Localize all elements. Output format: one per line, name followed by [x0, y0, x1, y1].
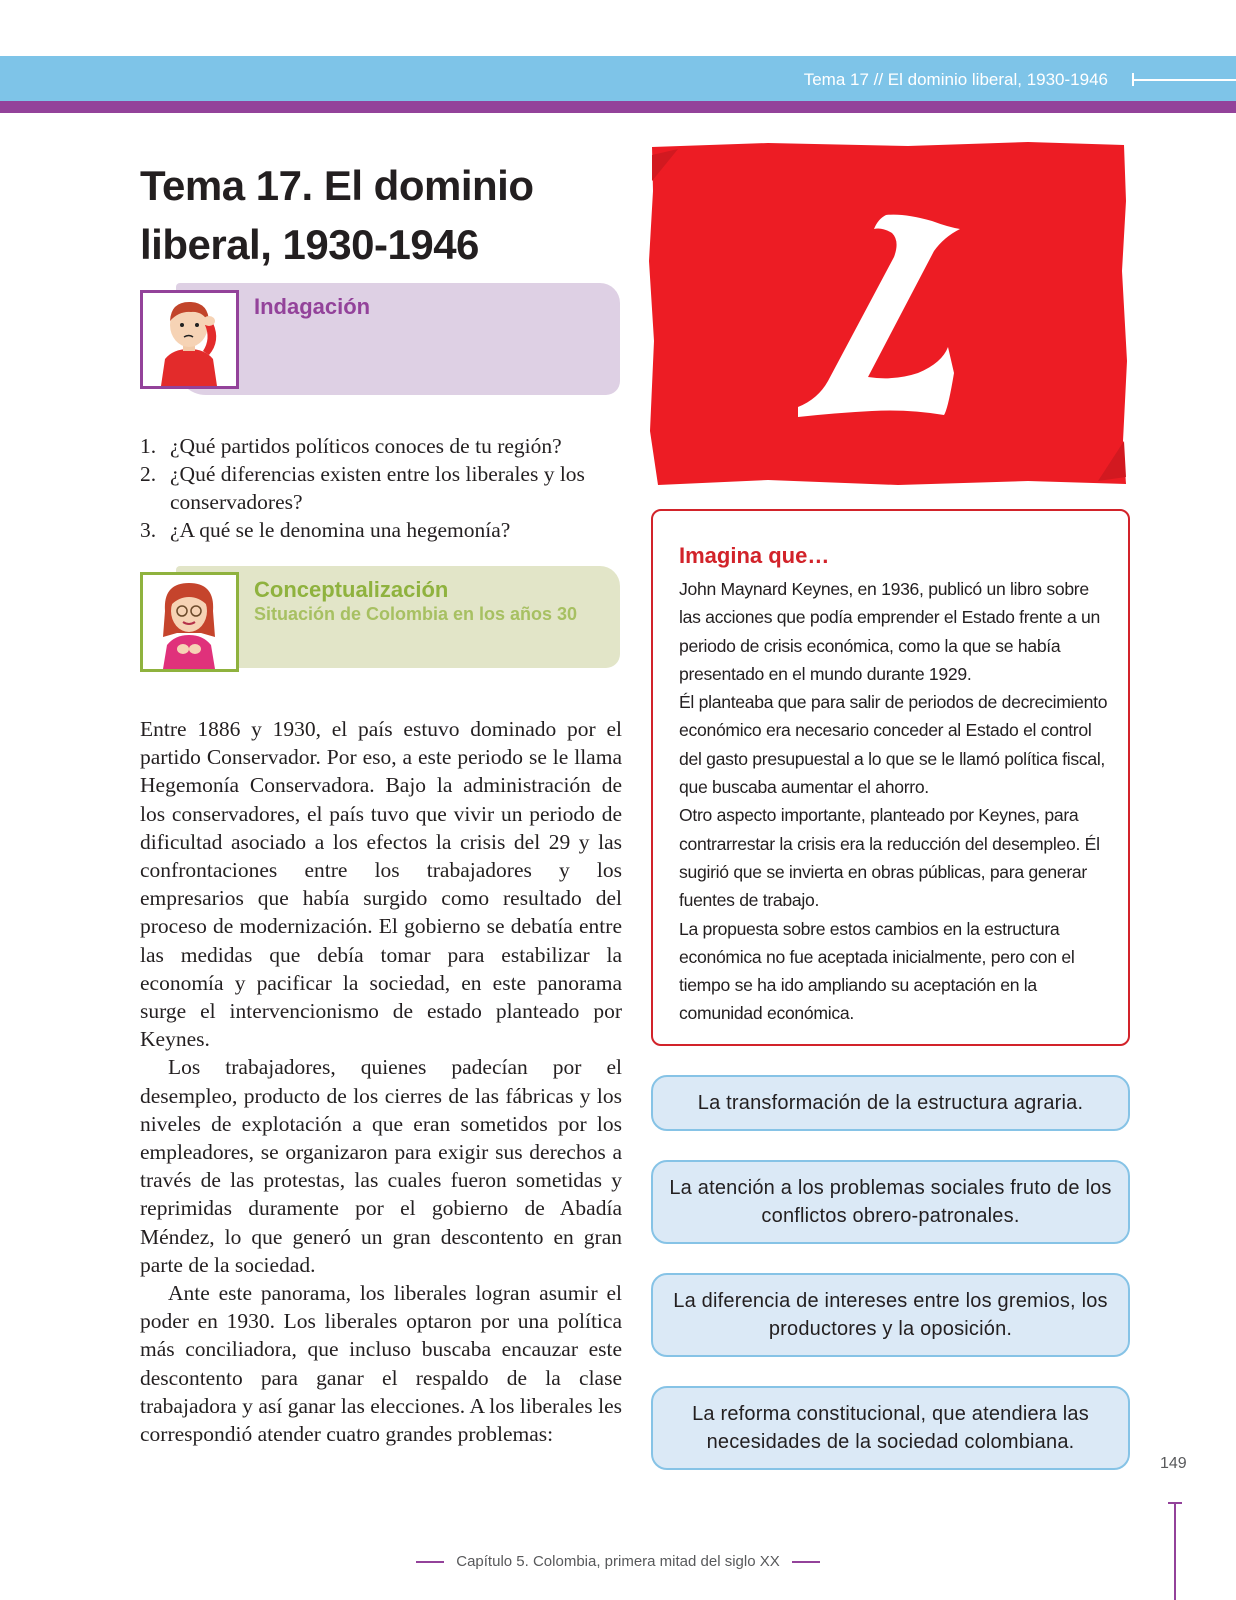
question-text: ¿A qué se le denomina una hegemonía? [170, 518, 511, 542]
conceptualizacion-label: Conceptualización [254, 577, 449, 602]
list-item [140, 432, 630, 460]
list-item [140, 460, 630, 516]
thinking-boy-icon [143, 293, 236, 386]
body-paragraph: Entre 1886 y 1930, el país estuvo dominado por el partido Conservador. Por eso, a este periodo se le llama Hegemonía Conservadora. Bajo la administración de los conservadores, el país tuvo que vivir un periodo de dificultad asociado a los efectos la crisis del 29 y las confrontaciones entre los trabajadores y los empresarios que había surgido como resultado del proceso de modernización. El gobierno se debatía entre las medidas que debía tomar para estabilizar la economía y pacificar la sociedad, en este panorama surge el intervencionismo de estado planteado por Keynes. [140, 717, 622, 1052]
chapter-footer [0, 1553, 1236, 1570]
problem-item: La transformación de la estructura agraria. [651, 1075, 1130, 1131]
indagacion-banner [176, 283, 620, 395]
imagina-text [679, 575, 1111, 1028]
imagina-paragraph: John Maynard Keynes, en 1936, publicó un libro sobre las acciones que podía emprender el Estado frente a un periodo de crisis económica, como la que se había presentado en el mundo durante 1929. [679, 579, 1100, 684]
page-number: 149 [1160, 1455, 1187, 1472]
page-title: Tema 17. El dominio liberal, 1930-1946 [140, 162, 534, 268]
problem-item: La atención a los problemas sociales fruto de los conflictos obrero-patronales. [651, 1160, 1130, 1244]
body-paragraph: Los trabajadores, quienes padecían por el desempleo, producto de los cierres de las fábricas y los niveles de explotación a que eran sometidos por los empleadores, se organizaron para exigir sus derechos a través de las protestas, las cuales fueron sometidas y reprimidas duramente por el gobierno de Abadía Méndez, lo que generó un gran descontento en gran parte de la sociedad. [140, 1055, 622, 1277]
question-number: 3. [140, 518, 157, 542]
conceptualizacion-subtitle: Situación de Colombia en los años 30 [254, 604, 578, 624]
indagacion-character-frame [140, 290, 239, 389]
problem-item: La reforma constitucional, que atendiera las necesidades de la sociedad colombiana. [651, 1386, 1130, 1470]
running-title: Tema 17 // El dominio liberal, 1930-1946 [803, 70, 1108, 89]
conceptualizacion-character-frame [140, 572, 239, 672]
question-number: 1. [140, 434, 157, 458]
footer-rule-left [416, 1561, 444, 1563]
girl-character-icon [143, 575, 236, 669]
header-rule [1132, 79, 1236, 81]
imagina-paragraph: Otro aspecto importante, planteado por Keynes, para contrarrestar la crisis era la reducción del desempleo. Él sugirió que se invierta en obras públicas, para generar fuentes de trabajo. [679, 805, 1100, 911]
question-text: ¿Qué partidos políticos conoces de tu región? [170, 434, 562, 458]
question-text: ¿Qué diferencias existen entre los liberales y los conservadores? [170, 462, 585, 514]
chapter-label: Capítulo 5. [456, 1553, 529, 1570]
problem-item: La diferencia de intereses entre los gremios, los productores y la oposición. [651, 1273, 1130, 1357]
footer-rule-right [792, 1561, 820, 1563]
imagina-title: Imagina que… [679, 543, 830, 568]
question-list [140, 432, 630, 544]
body-paragraph: Ante este panorama, los liberales logran asumir el poder en 1930. Los liberales optaron por una política más conciliadora, que incluso buscaba encauzar este descontento para ganar el respaldo de la clase trabajadora y así ganar las elecciones. A los liberales les correspondió atender cuatro grandes problemas: [140, 1281, 622, 1447]
imagina-paragraph: Él planteaba que para salir de periodos de decrecimiento económico era necesario conceder al Estado el control del gasto presupuestal a lo que se le llamó política fiscal, que buscaba aumentar el ahorro. [679, 692, 1108, 798]
question-number: 2. [140, 462, 157, 486]
header-stripe [0, 101, 1236, 113]
side-rule [1174, 1502, 1176, 1600]
indagacion-label: Indagación [254, 294, 371, 319]
imagina-paragraph: La propuesta sobre estos cambios en la estructura económica no fue aceptada inicialmente, pero con el tiempo se ha ido ampliando su aceptación en la comunidad económica. [679, 918, 1075, 1024]
liberal-l-logo-image [648, 141, 1128, 487]
chapter-title: Colombia, primera mitad del siglo XX [532, 1553, 780, 1570]
body-text [140, 715, 622, 1448]
list-item [140, 516, 630, 544]
